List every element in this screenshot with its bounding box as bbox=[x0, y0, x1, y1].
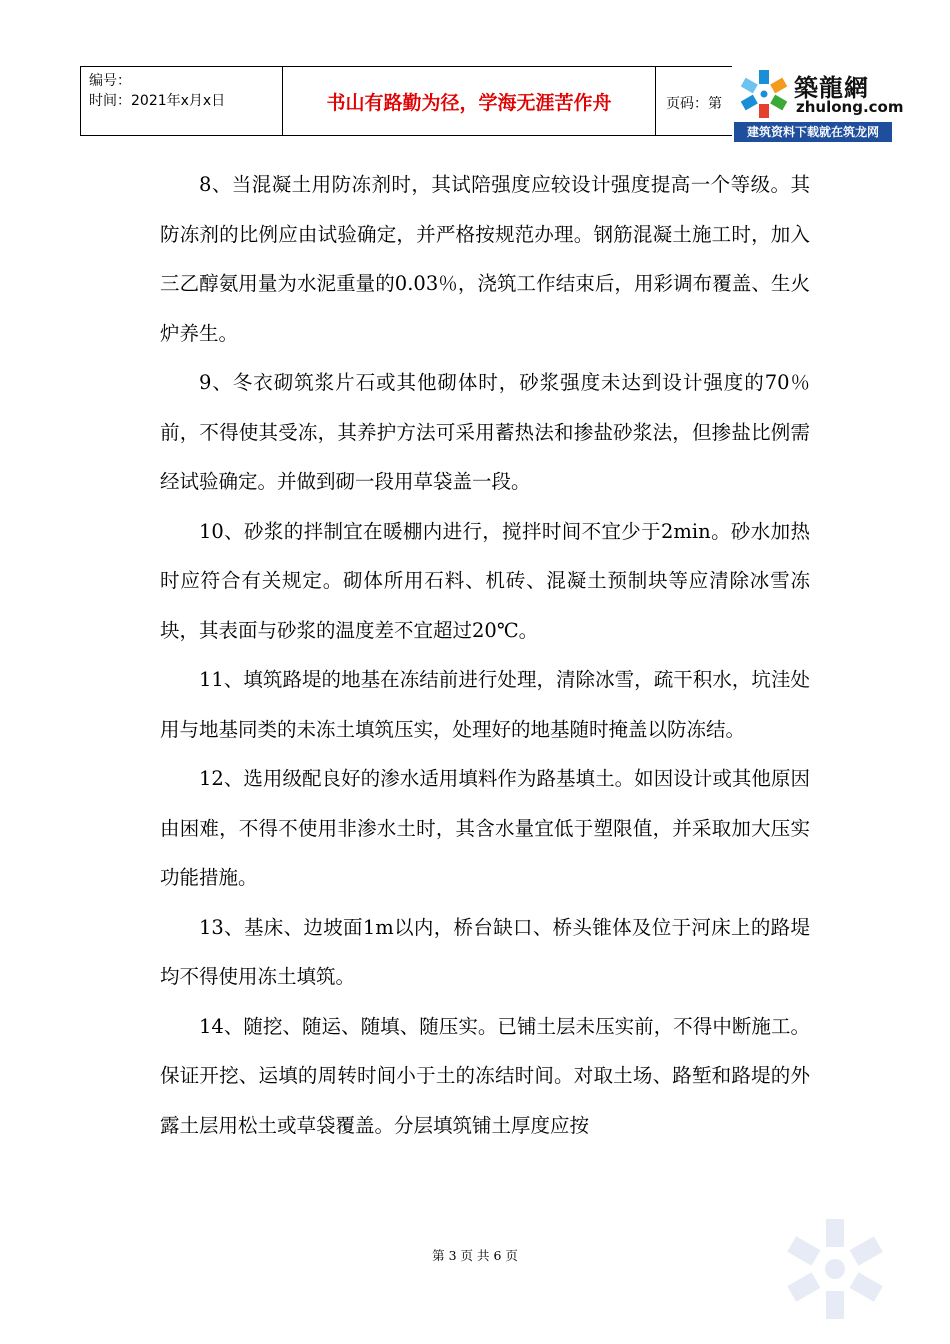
logo-domain: zhulong.com bbox=[796, 98, 904, 116]
paragraph-8: 8、当混凝土用防冻剂时，其试陪强度应较设计强度提高一个等级。其防冻剂的比例应由试验确定，并严格按规范办理。钢筋混凝土施工时，加入三乙醇氨用量为水泥重量的0.03％，浇筑工作结束后，用彩调布覆盖、生火炉养生。 bbox=[160, 173, 810, 345]
zhulong-logo bbox=[732, 64, 904, 142]
paragraph-12: 12、选用级配良好的渗水适用填料作为路基填土。如因设计或其他原因由困难，不得不使用非渗水土时，其含水量宜低于塑限值，并采取加大压实功能措施。 bbox=[160, 767, 810, 889]
logo-name: 築龍網 bbox=[794, 73, 869, 102]
number-label: 编号： bbox=[89, 73, 131, 89]
page-footer: 第 3 页 共 6 页 bbox=[432, 1248, 518, 1263]
page-label: 页码：第 bbox=[666, 96, 722, 112]
paragraph-14: 14、随挖、随运、随填、随压实。已铺土层未压实前，不得中断施工。保证开挖、运填的周转时间小于土的冻结时间。对取土场、路堑和路堤的外露土层用松土或草袋覆盖。分层填筑铺土厚度应按 bbox=[160, 1014, 810, 1137]
document-body bbox=[160, 160, 810, 1150]
logo-slogan: 建筑资料下载就在筑龙网 bbox=[734, 122, 892, 142]
paragraph-9: 9、冬衣砌筑浆片石或其他砌体时，砂浆强度未达到设计强度的70％前，不得使其受冻，其养护方法可采用蓄热法和掺盐砂浆法，但掺盐比例需经试验确定。并做到砌一段用草袋盖一段。 bbox=[160, 371, 810, 493]
paragraph-10: 10、砂浆的拌制宜在暖棚内进行，搅拌时间不宜少于2min。砂水加热时应符合有关规定。砌体所用石料、机砖、混凝土预制块等应清除冰雪冻块，其表面与砂浆的温度差不宜超过20℃。 bbox=[160, 519, 810, 642]
paragraph-11: 11、填筑路堤的地基在冻结前进行处理，清除冰雪，疏干积水，坑洼处用与地基同类的未冻土填筑压实，处理好的地基随时掩盖以防冻结。 bbox=[160, 668, 810, 741]
header-meta bbox=[81, 67, 283, 135]
paragraph-13: 13、基床、边坡面1m以内，桥台缺口、桥头锥体及位于河床上的路堤均不得使用冻土填筑。 bbox=[160, 915, 810, 988]
header-motto: 书山有路勤为径，学海无涯苦作舟 bbox=[283, 67, 656, 135]
snowflake-logo-icon bbox=[736, 68, 792, 120]
time-label: 时间：2021年x月x日 bbox=[89, 93, 226, 109]
snowflake-watermark-icon bbox=[780, 1214, 890, 1324]
